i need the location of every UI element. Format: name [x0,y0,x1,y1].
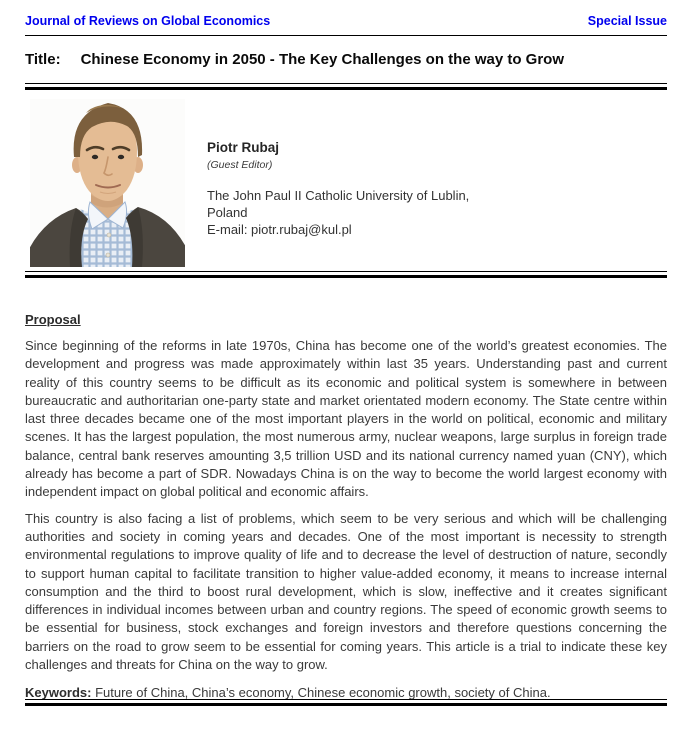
proposal-paragraph-2: This country is also facing a list of problems, which seem to be very serious and which will be challenging authorities and society in coming years and decades. One of the most important is necessity to strength environmental regulations to improve quality of life and to decrease the level of destruction of nature, secondly to support human capital to facilitate transition to higher value-added economy, it means to increase internal consumption and the third to boost rural development, which is slow, ineffective and it creates significant differences in individual incomes between urban and country regions. The speed of economic growth seems to be essential for business, stock exchanges and foreign investors and therefore questions concerning the barriers on the road to grow seem to be essential for coming years. This article is a trial to indicate these key challenges and threats for China on the way to grow. [25,510,667,673]
keywords-text: Future of China, China’s economy, Chinese economic growth, society of China. [91,685,551,701]
author-affiliation [207,187,469,238]
proposal-paragraph-1: Since beginning of the reforms in late 1970s, China has become one of the world’s greatest economies. The development and progress was made approximately within last 35 years. Understanding past and current reality of this country seems to be difficult as its economic and political system is somewhere in between bureaucratic and authoritarian one-party state and market orientated modern economy. The State centre within last three decades became one of the most important players in the world on political, economic and military scenes. It has the largest population, the most numerous army, nuclear weapons, large surplus in foreign trade balance, central bank reserves amounting 3,5 trillion USD and its national currency named yuan (CNY), which already has become a part of SDR. Nowadays China is on the way to become the world largest economy with independent impact on global political and economic affairs. [25,338,667,500]
author-portrait-photo [30,99,185,267]
article-title: Chinese Economy in 2050 - The Key Challenges on the way to Grow [80,51,565,68]
footer-divider-rule [25,699,667,706]
author-photo [30,99,185,267]
author-divider-rule [25,271,667,278]
author-role: (Guest Editor) [207,159,273,171]
page-header [25,13,667,29]
title-label: Title: [25,51,61,68]
proposal-heading: Proposal [25,312,81,327]
special-issue-label: Special Issue [587,14,667,28]
article-title-row [25,49,667,70]
affiliation-line-1: The John Paul II Catholic University of Lublin, [207,188,470,203]
author-info [207,99,469,267]
journal-name: Journal of Reviews on Global Economics [25,14,271,28]
keywords-label: Keywords: [25,685,92,701]
title-divider-rule [25,83,667,90]
header-rule [25,35,667,36]
author-section [25,99,667,267]
author-email: E-mail: piotr.rubaj@kul.pl [207,222,352,237]
affiliation-line-2: Poland [207,205,248,220]
author-name: Piotr Rubaj [207,140,280,155]
